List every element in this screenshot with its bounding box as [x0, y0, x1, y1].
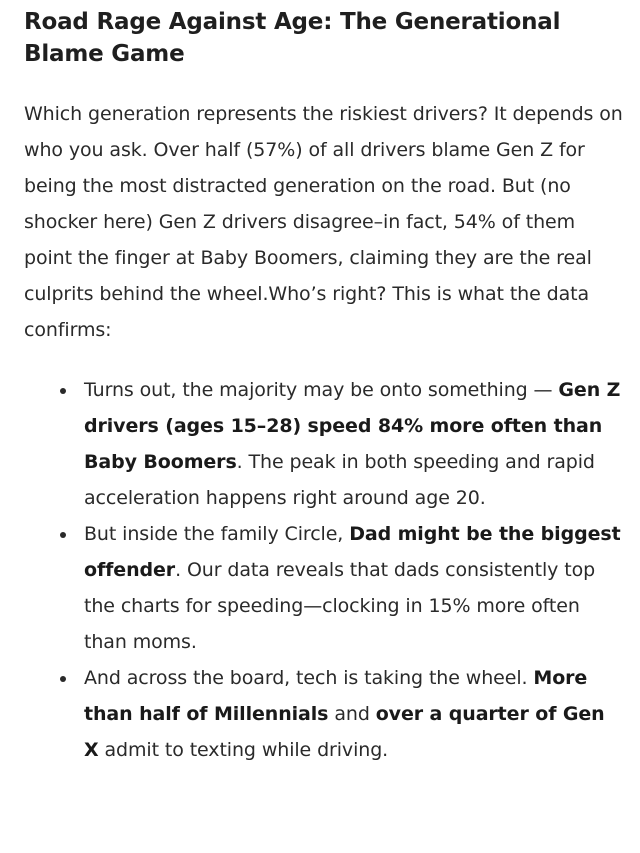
bullet-bold-text: More than half of Millennials: [84, 667, 588, 725]
bullet-text: admit to texting while driving.: [98, 739, 389, 761]
list-item: [24, 660, 624, 768]
bullet-bold-text: Gen Z drivers (ages 15–28) speed 84% more often than Baby Boomers: [84, 379, 621, 473]
intro-paragraph: Which generation represents the riskiest drivers? It depends on who you ask. Over half (57%) of all drivers blame Gen Z for being the most distracted generation on the road. But (no shocker here) Gen Z drivers disagree–in fact, 54% of them point the finger at Baby Boomers, claiming they are the real culprits behind the wheel.Who’s right? This is what the data confirms:: [24, 103, 623, 341]
bullet-icon: [60, 532, 66, 538]
bullet-text: And across the board, tech is taking the wheel.: [84, 667, 534, 689]
list-item: [24, 372, 624, 516]
bullet-text: . Our data reveals that dads consistently top the charts for speeding—clocking in 15% more often than moms.: [84, 559, 596, 653]
article: [24, 6, 624, 768]
bullet-icon: [60, 676, 66, 682]
bullet-bold-text: over a quarter of Gen X: [84, 703, 605, 761]
bullet-bold-text: Dad might be the biggest offender: [84, 523, 621, 581]
findings-list: [24, 372, 624, 768]
article-title: Road Rage Against Age: The Generational Blame Game: [24, 9, 561, 67]
bullet-text: . The peak in both speeding and rapid acceleration happens right around age 20.: [84, 451, 595, 509]
bullet-icon: [60, 388, 66, 394]
list-item: [24, 516, 624, 660]
bullet-text: and: [328, 703, 376, 725]
bullet-text: Turns out, the majority may be onto something —: [84, 379, 559, 401]
bullet-text: But inside the family Circle,: [84, 523, 350, 545]
